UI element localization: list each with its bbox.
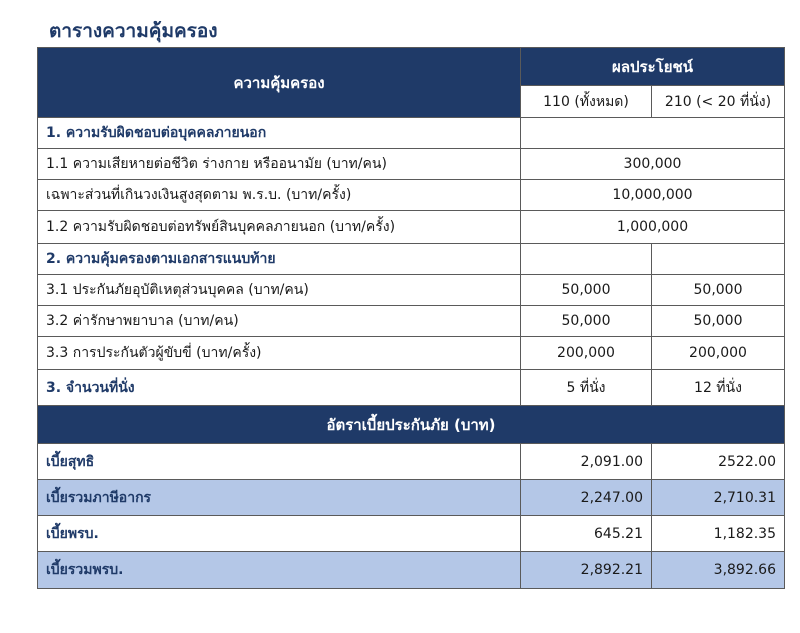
premium-value-a: 2,091.00 [521,444,652,480]
section2-row-value-b: 200,000 [652,337,785,370]
coverage-table [37,47,785,589]
plan-b-header: 210 (< 20 ที่นั่ง) [652,86,785,118]
section2-title: 2. ความคุ้มครองตามเอกสารแนบท้าย [38,244,521,275]
premium-row-label: เบี้ยรวมภาษีอากร [38,480,521,516]
premium-value-b: 1,182.35 [652,516,785,552]
benefit-header: ผลประโยชน์ [521,48,785,86]
plan-a-header: 110 (ทั้งหมด) [521,86,652,118]
section1-row-value: 300,000 [521,149,785,180]
coverage-header: ความคุ้มครอง [38,48,521,118]
seats-value-b: 12 ที่นั่ง [652,370,785,406]
premium-value-a: 2,247.00 [521,480,652,516]
section2-row-value-b: 50,000 [652,306,785,337]
seats-value-a: 5 ที่นั่ง [521,370,652,406]
section2-row-value-a: 50,000 [521,275,652,306]
section2-row-value-a: 200,000 [521,337,652,370]
premium-row-label: เบี้ยสุทธิ [38,444,521,480]
page-title: ตารางความคุ้มครอง [49,20,218,42]
premium-header: อัตราเบี้ยประกันภัย (บาท) [38,406,785,444]
premium-value-b: 2,710.31 [652,480,785,516]
premium-value-b: 2522.00 [652,444,785,480]
section2-row-label: 3.3 การประกันตัวผู้ขับขี่ (บาท/ครั้ง) [38,337,521,370]
section1-row-label: 1.2 ความรับผิดชอบต่อทรัพย์สินบุคคลภายนอก (บาท/ครั้ง) [38,211,521,244]
section2-row-value-b: 50,000 [652,275,785,306]
section1-row-label: เฉพาะส่วนที่เกินวงเงินสูงสุดตาม พ.ร.บ. (บาท/ครั้ง) [38,180,521,211]
premium-row-label: เบี้ยพรบ. [38,516,521,552]
section2-row-value-a: 50,000 [521,306,652,337]
premium-value-a: 645.21 [521,516,652,552]
premium-value-a: 2,892.21 [521,552,652,589]
section1-row-value: 1,000,000 [521,211,785,244]
section2-row-label: 3.2 ค่ารักษาพยาบาล (บาท/คน) [38,306,521,337]
section2-row-label: 3.1 ประกันภัยอุบัติเหตุส่วนบุคคล (บาท/คน) [38,275,521,306]
section3-title: 3. จำนวนที่นั่ง [38,370,521,406]
section1-title: 1. ความรับผิดชอบต่อบุคคลภายนอก [38,118,521,149]
section1-row-label: 1.1 ความเสียหายต่อชีวิต ร่างกาย หรืออนามัย (บาท/คน) [38,149,521,180]
premium-value-b: 3,892.66 [652,552,785,589]
premium-row-label: เบี้ยรวมพรบ. [38,552,521,589]
section1-row-value: 10,000,000 [521,180,785,211]
